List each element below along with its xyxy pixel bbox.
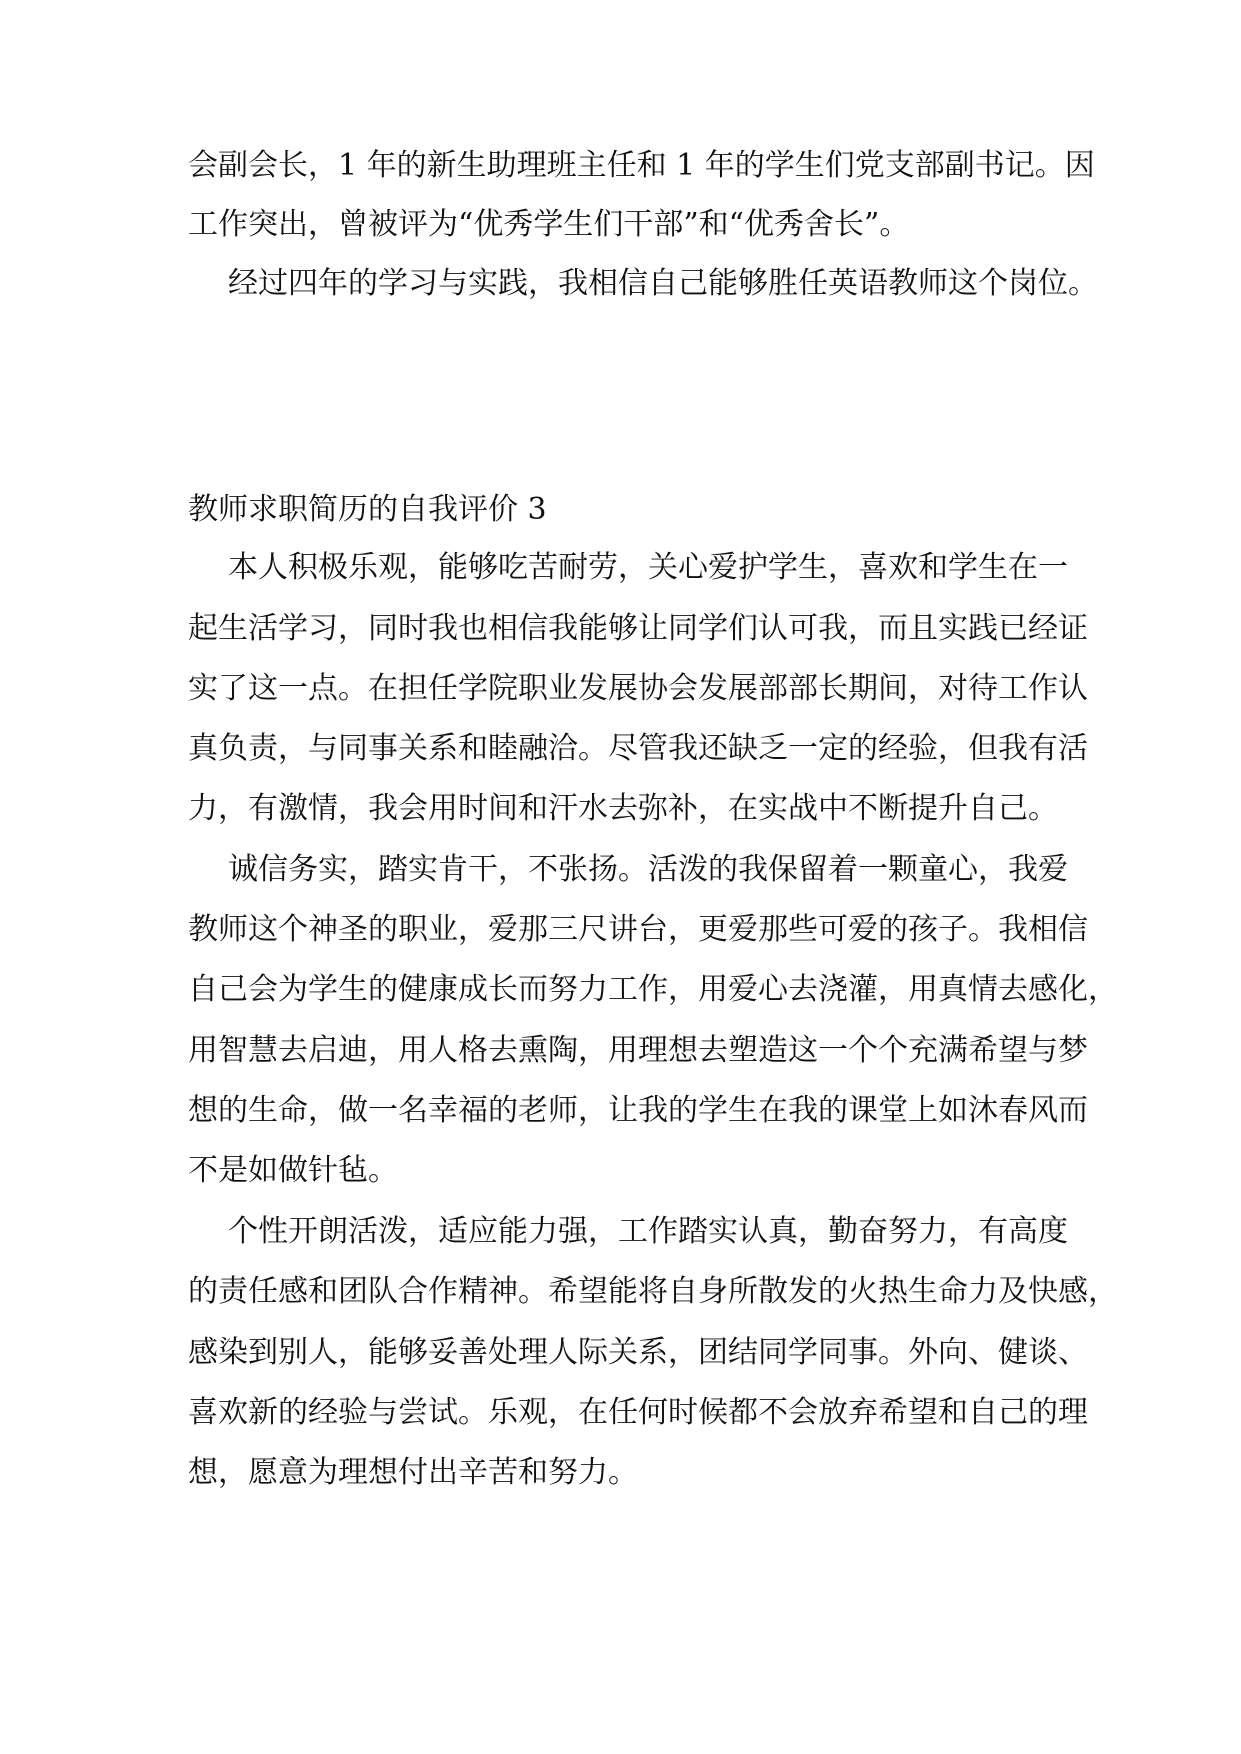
paragraph-line: 实了这一点。在担任学院职业发展协会发展部部长期间，对待工作认 (188, 671, 1088, 706)
paragraph-line: 自己会为学生的健康成长而努力工作，用爱心去浇灌，用真情去感化， (188, 972, 1118, 1007)
paragraph-line: 的责任感和团队合作精神。希望能将自身所散发的火热生命力及快感， (188, 1274, 1118, 1309)
paragraph-line: 力，有激情，我会用时间和汗水去弥补，在实战中不断提升自己。 (188, 791, 1058, 826)
paragraph-line: 诚信务实，踏实肯干，不张扬。活泼的我保留着一颗童心，我爱 (228, 852, 1068, 887)
paragraph-line: 感染到别人，能够妥善处理人际关系，团结同学同事。外向、健谈、 (188, 1335, 1088, 1370)
paragraph-line: 想的生命，做一名幸福的老师，让我的学生在我的课堂上如沐春风而 (188, 1093, 1088, 1128)
paragraph-line: 想，愿意为理想付出辛苦和努力。 (188, 1455, 638, 1490)
paragraph-line: 用智慧去启迪，用人格去熏陶，用理想去塑造这一个个充满希望与梦 (188, 1033, 1088, 1068)
section-heading: 教师求职简历的自我评价 3 (188, 492, 547, 527)
paragraph-line: 起生活学习，同时我也相信我能够让同学们认可我，而且实践已经证 (188, 611, 1088, 646)
paragraph-line: 喜欢新的经验与尝试。乐观，在任何时候都不会放弃希望和自己的理 (188, 1395, 1088, 1430)
paragraph-line: 教师这个神圣的职业，爱那三尺讲台，更爱那些可爱的孩子。我相信 (188, 912, 1088, 947)
paragraph-line: 个性开朗活泼，适应能力强，工作踏实认真，勤奋努力，有高度 (228, 1214, 1068, 1249)
paragraph-line: 会副会长，1 年的新生助理班主任和 1 年的学生们党支部副书记。因 (188, 148, 1095, 183)
paragraph-line: 经过四年的学习与实践，我相信自己能够胜任英语教师这个岗位。 (228, 266, 1098, 301)
paragraph-line: 不是如做针毡。 (188, 1153, 398, 1188)
paragraph-line: 本人积极乐观，能够吃苦耐劳，关心爱护学生，喜欢和学生在一 (228, 550, 1068, 585)
paragraph-line: 真负责，与同事关系和睦融洽。尽管我还缺乏一定的经验，但我有活 (188, 731, 1088, 766)
paragraph-line: 工作突出，曾被评为“优秀学生们干部”和“优秀舍长”。 (188, 207, 910, 242)
